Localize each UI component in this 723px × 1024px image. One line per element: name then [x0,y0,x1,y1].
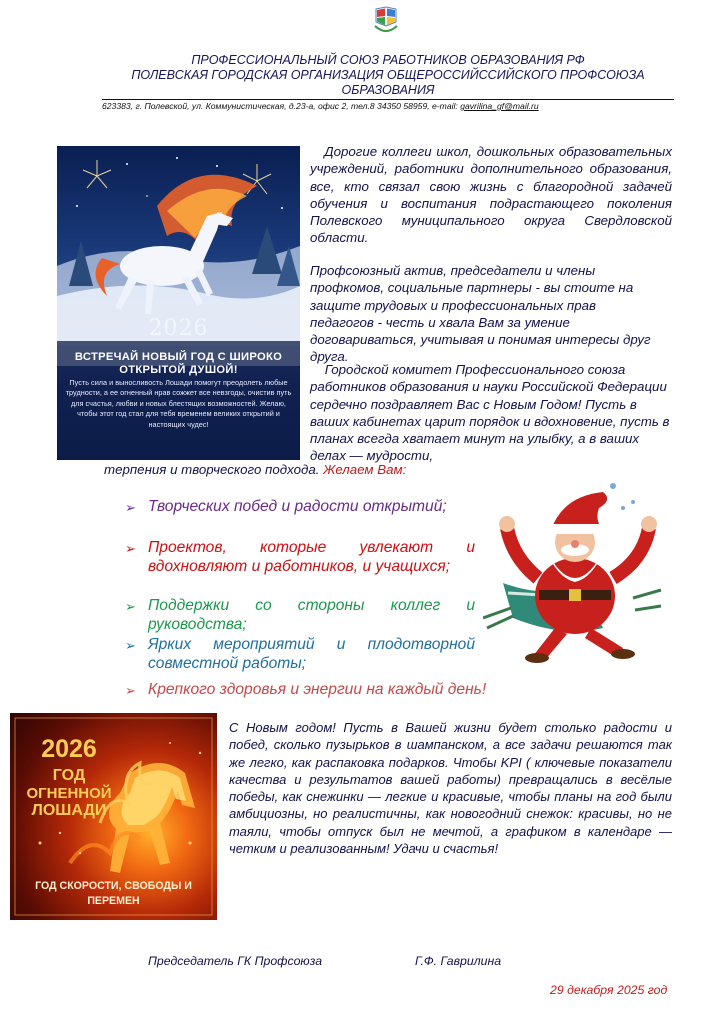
arrow-bullet-icon: ➢ [125,683,136,698]
card1-year: 2026 [148,316,209,341]
email-link[interactable]: gavrilina_gf@mail.ru [460,101,539,111]
letter-paragraph-3 [310,361,672,465]
wish-item [125,497,475,516]
signature-name: Г.Ф. Гаврилина [415,954,502,968]
arrow-bullet-icon: ➢ [125,638,136,653]
card1-title: ВСТРЕЧАЙ НОВЫЙ ГОД С ШИРОКО ОТКРЫТОЙ ДУШОЙ! [74,351,283,376]
header-line-2: ПОЛЕВСКАЯ ГОРОДСКАЯ ОРГАНИЗАЦИЯ ОБЩЕРОССИЙССИЙСКОГО ПРОФСОЮЗА [131,68,645,82]
signature-position: Председатель ГК Профсоюза [148,954,323,968]
card2-bottom-text: ГОД СКОРОСТИ, СВОБОДЫ И ПЕРЕМЕН [35,880,192,907]
wish-text: Ярких мероприятий и плодотворной совместной работы; [148,636,475,673]
card2-line-3: ЛОШАДИ [31,802,107,819]
wish-text: Творческих побед и радости открытий; [148,498,447,515]
wish-item [125,538,475,577]
header-address [102,101,674,112]
wish-item [125,635,475,674]
wishes-intro: Желаем Вам: [323,462,407,477]
address-text: 623383, г. Полевской, ул. Коммунистическая, д.23-а, офис 2, тел.8 34350 58959, e-mail: [102,101,461,111]
letter-paragraph-1-text: Дорогие коллеги школ, дошкольных образовательных учреждений, работники дополнительного образования, все, кто связал свою жизнь с благородной задачей обучения и воспитания подрастающего поколения Полевского муниципального округа Свердловской области. [310,144,672,246]
document-date: 29 декабря 2025 год [550,983,668,997]
wish-item [125,680,528,699]
header-line-3: ОБРАЗОВАНИЯ [341,83,435,97]
card2-line-1: ГОД [52,767,86,784]
letter-paragraph-3-text: Городской комитет Профессионального союза работников образования и науки Российской Федерации сердечно поздравляет Вас с Новым Годом! Пусть в ваших кабинетах царит порядок и вдохновение, пусть в планах всегда хватает минут на улыбку, а в ваших делах — мудрости, [310,362,670,464]
letter-paragraph-1 [310,143,672,247]
letter-paragraph-4-text: терпения и творческого подхода. [104,462,324,477]
greeting-card-white-horse [57,146,300,460]
wish-text: Поддержки со стороны коллег и руководства; [148,597,475,634]
arrow-bullet-icon: ➢ [125,599,136,614]
letter-paragraph-4 [104,461,604,478]
santa-claus-image [483,478,663,664]
card2-line-2: ОГНЕННОЙ [26,785,112,802]
letter-paragraph-2: Профсоюзный актив, председатели и члены профкомов, социальные партнеры - вы стоите на защите трудовых и профессиональных прав педагогов - честь и хвала Вам за умение договариваться, учитывая и понимая интересы друг друга. [310,263,651,365]
trade-union-logo-icon [372,6,400,36]
card1-body: Пусть сила и выносливость Лошади помогут преодолеть любые трудности, а ее огненный нрав сожжет все невзгоды, очистив путь для счастья, любви и новых блестящих возможностей. Желаю, чтобы этот год стал для тебя временем великих открытий и настоящих чудес! [65,378,292,429]
closing-paragraph: С Новым годом! Пусть в Вашей жизни будет столько радости и побед, сколько пузырьков в шампанском, а все задачи решаются так же легко, как распаковка подарков. Чтобы KPI ( ключевые показатели качества и результатов вашей работы) превращались в весёлые победы, как снежинки — легкие и красивые, чтобы планы на год были амбициозны, но реалистичны, как новогодний снежок: красивы, но не таяли, чтобы отпуск был не мечтой, а графиком в календаре — четким и реализованным! Удачи и счастья! [229,720,672,857]
wish-item [125,596,475,635]
greeting-card-fire-horse [10,713,217,920]
wish-text: Крепкого здоровья и энергии на каждый день! [148,681,487,698]
arrow-bullet-icon: ➢ [125,541,136,556]
wish-text: Проектов, которые увлекают и вдохновляют и работников, и учащихся; [148,539,475,576]
header-divider [102,99,674,100]
header-line-1: ПРОФЕССИОНАЛЬНЫЙ СОЮЗ РАБОТНИКОВ ОБРАЗОВАНИЯ РФ [191,53,585,67]
arrow-bullet-icon: ➢ [125,500,136,515]
card2-year: 2026 [41,735,97,763]
